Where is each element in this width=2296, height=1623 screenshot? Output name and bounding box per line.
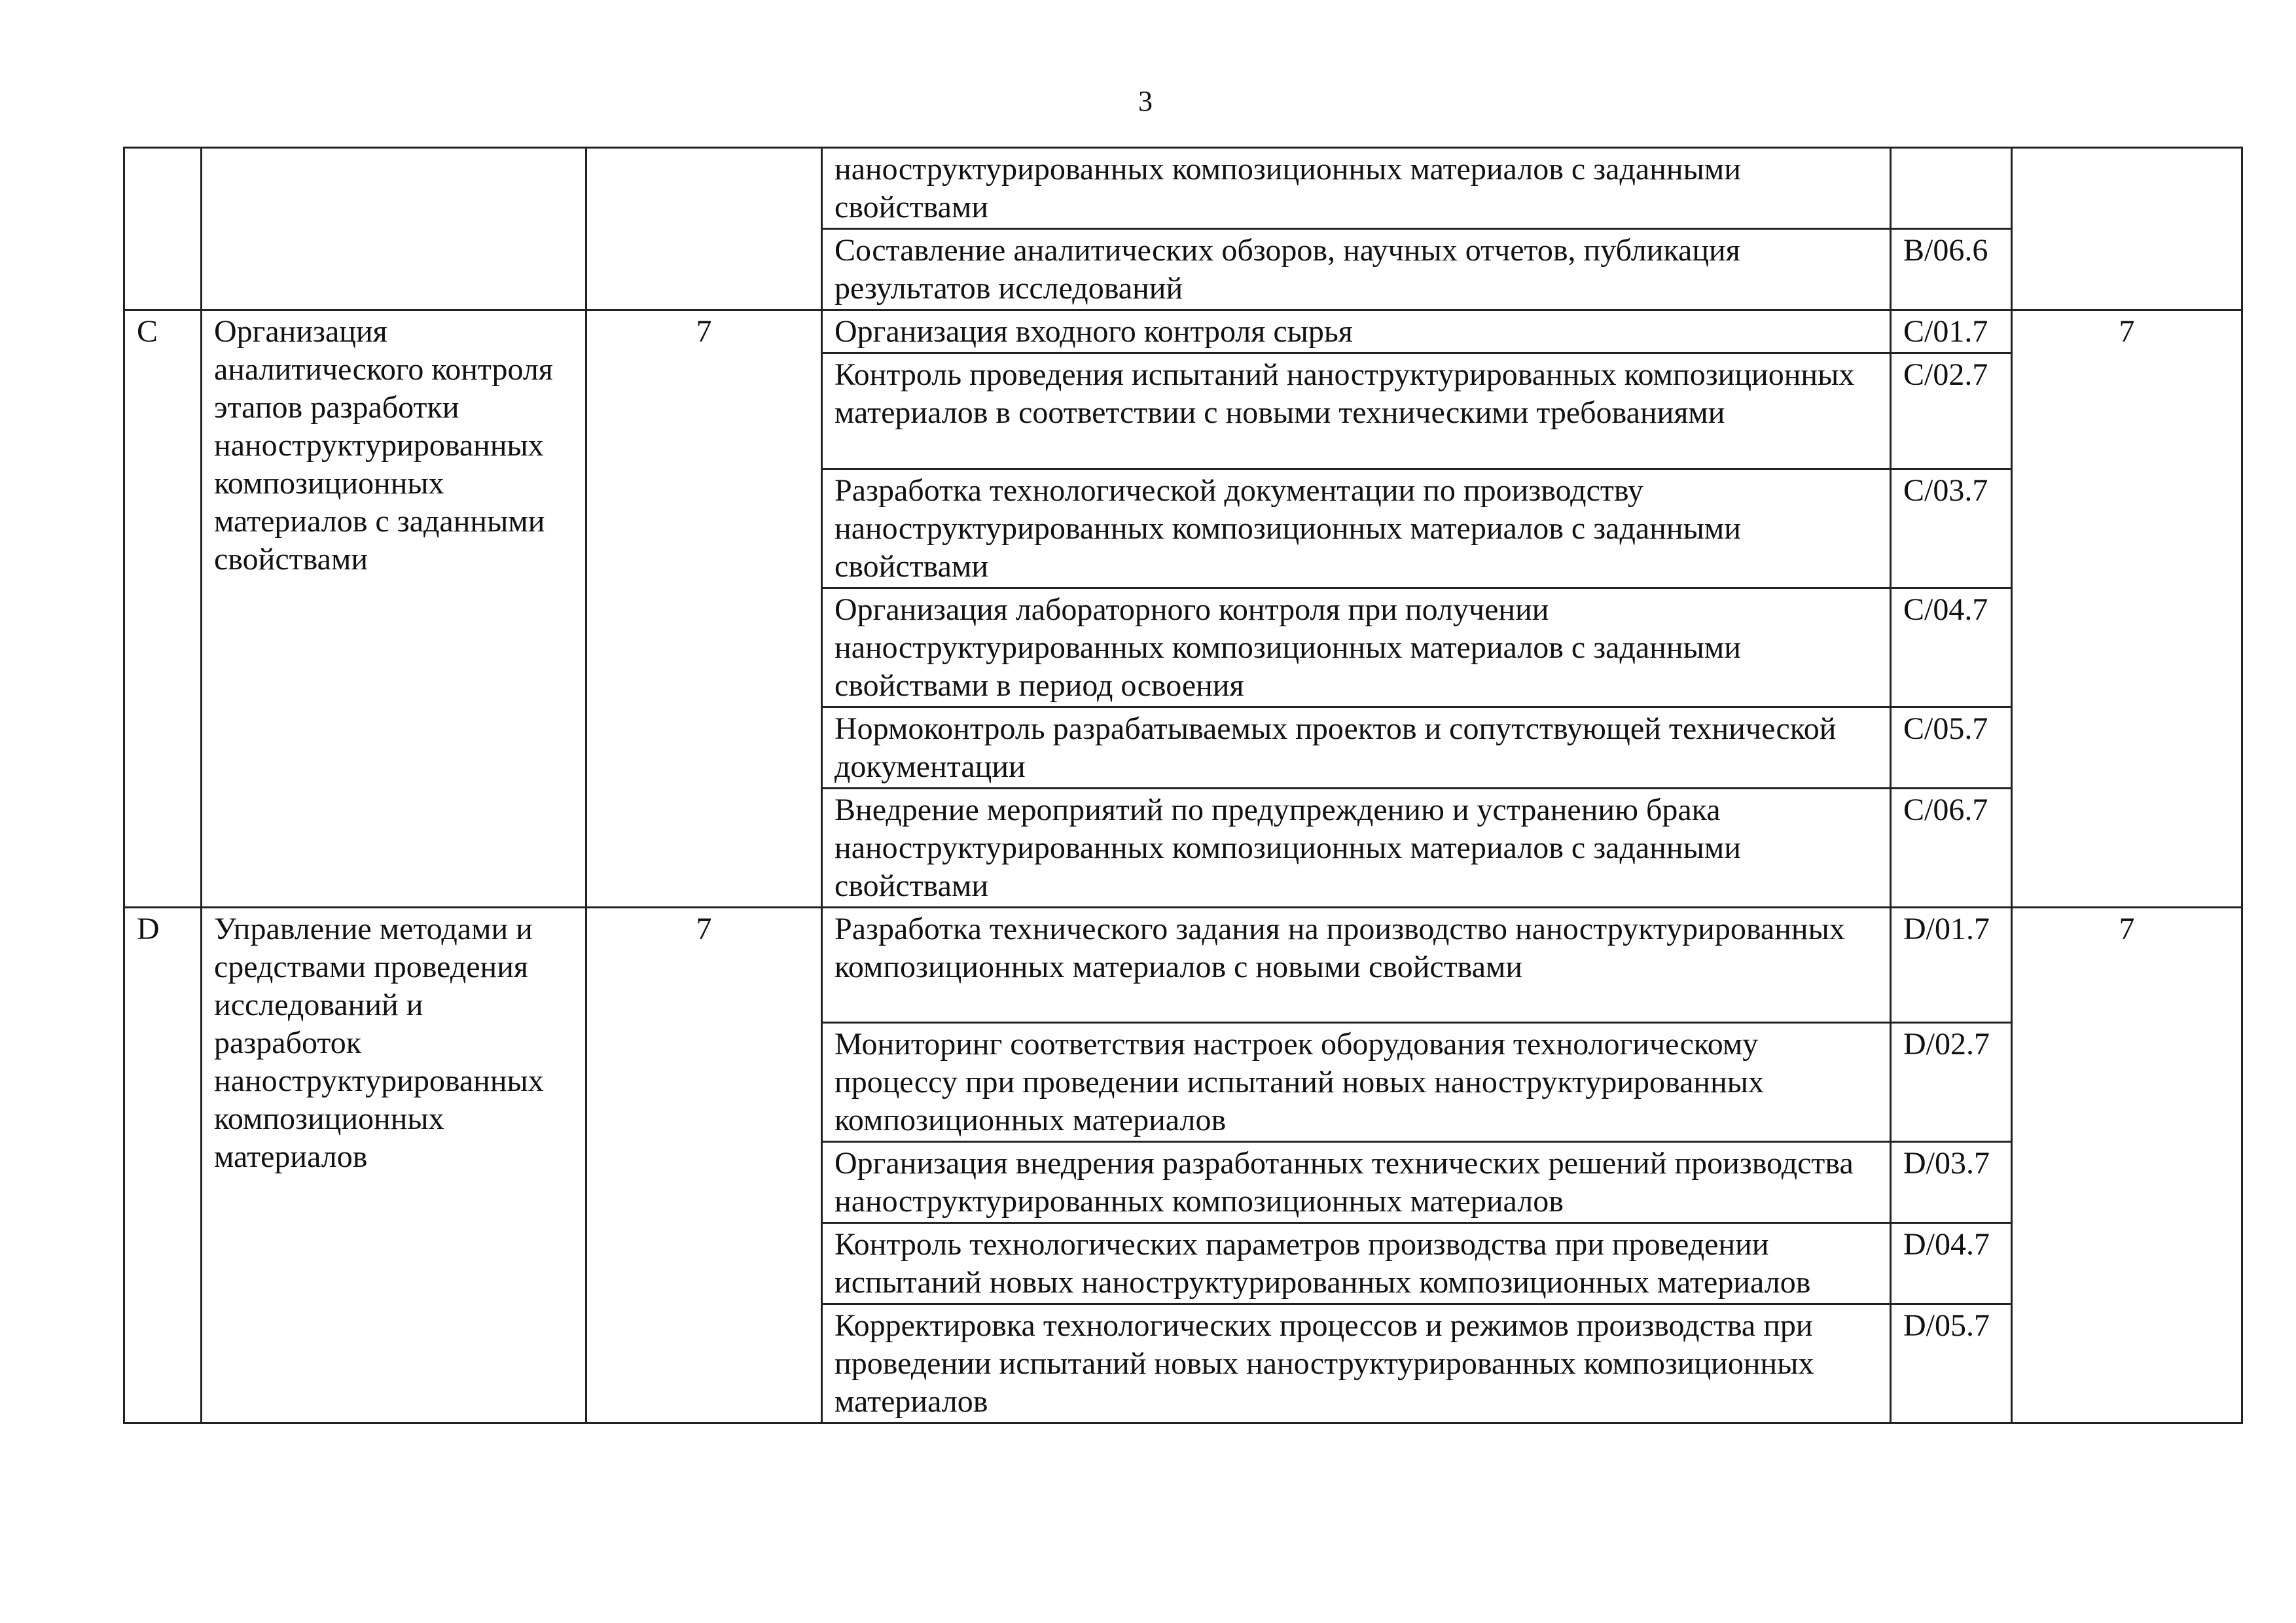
- function-name: Контроль проведения испытаний наноструктурированных композиционных материалов в соответствии с новыми техническими требованиями: [822, 353, 1891, 469]
- table-row: [124, 148, 2242, 229]
- function-name: наноструктурированных композиционных материалов с заданными свойствами: [822, 148, 1891, 229]
- group-code: C: [124, 310, 202, 908]
- table-row: [124, 310, 2242, 353]
- group-level: 7: [586, 908, 822, 1423]
- page-number: 3: [1138, 85, 1153, 117]
- function-code: D/02.7: [1891, 1023, 2012, 1142]
- functions-table: [123, 147, 2243, 1424]
- function-name: Контроль технологических параметров производства при проведении испытаний новых наноструктурированных композиционных материалов: [822, 1223, 1891, 1304]
- function-name: Мониторинг соответствия настроек оборудования технологическому процессу при проведении испытаний новых наноструктурированных композиционных материалов: [822, 1023, 1891, 1142]
- function-code: C/01.7: [1891, 310, 2012, 353]
- function-name: Организация лабораторного контроля при получении наноструктурированных композиционных материалов с заданными свойствами в период освоения: [822, 588, 1891, 707]
- group-level-cell: [586, 148, 822, 310]
- function-code: C/06.7: [1891, 789, 2012, 908]
- group-level: 7: [586, 310, 822, 908]
- function-name: Корректировка технологических процессов и режимов производства при проведении испытаний новых наноструктурированных композиционных материалов: [822, 1304, 1891, 1423]
- group-name-cell: [202, 148, 586, 310]
- function-code: C/03.7: [1891, 469, 2012, 588]
- function-code: C/05.7: [1891, 707, 2012, 789]
- function-name: Разработка технического задания на производство наноструктурированных композиционных материалов с новыми свойствами: [822, 908, 1891, 1023]
- function-code: C/02.7: [1891, 353, 2012, 469]
- function-code: [1891, 148, 2012, 229]
- group-name: Управление методами и средствами проведения исследований и разработок наноструктурированных композиционных материалов: [202, 908, 586, 1423]
- function-name: Внедрение мероприятий по предупреждению и устранению брака наноструктурированных композиционных материалов с заданными свойствами: [822, 789, 1891, 908]
- function-code: D/01.7: [1891, 908, 2012, 1023]
- function-name: Составление аналитических обзоров, научных отчетов, публикация результатов исследований: [822, 229, 1891, 310]
- function-name: Нормоконтроль разрабатываемых проектов и сопутствующей технической документации: [822, 707, 1891, 789]
- sublevel: 7: [2012, 908, 2242, 1423]
- group-code-cell: [124, 148, 202, 310]
- group-name: Организация аналитического контроля этапов разработки наноструктурированных композиционных материалов с заданными свойствами: [202, 310, 586, 908]
- function-name: Организация входного контроля сырья: [822, 310, 1891, 353]
- table-row: [124, 908, 2242, 1023]
- group-code: D: [124, 908, 202, 1423]
- function-code: B/06.6: [1891, 229, 2012, 310]
- sublevel-cell: [2012, 148, 2242, 310]
- function-name: Разработка технологической документации по производству наноструктурированных композиционных материалов с заданными свойствами: [822, 469, 1891, 588]
- function-code: D/03.7: [1891, 1142, 2012, 1223]
- function-name: Организация внедрения разработанных технических решений производства наноструктурированных композиционных материалов: [822, 1142, 1891, 1223]
- function-code: D/04.7: [1891, 1223, 2012, 1304]
- sublevel: 7: [2012, 310, 2242, 908]
- function-code: D/05.7: [1891, 1304, 2012, 1423]
- function-code: C/04.7: [1891, 588, 2012, 707]
